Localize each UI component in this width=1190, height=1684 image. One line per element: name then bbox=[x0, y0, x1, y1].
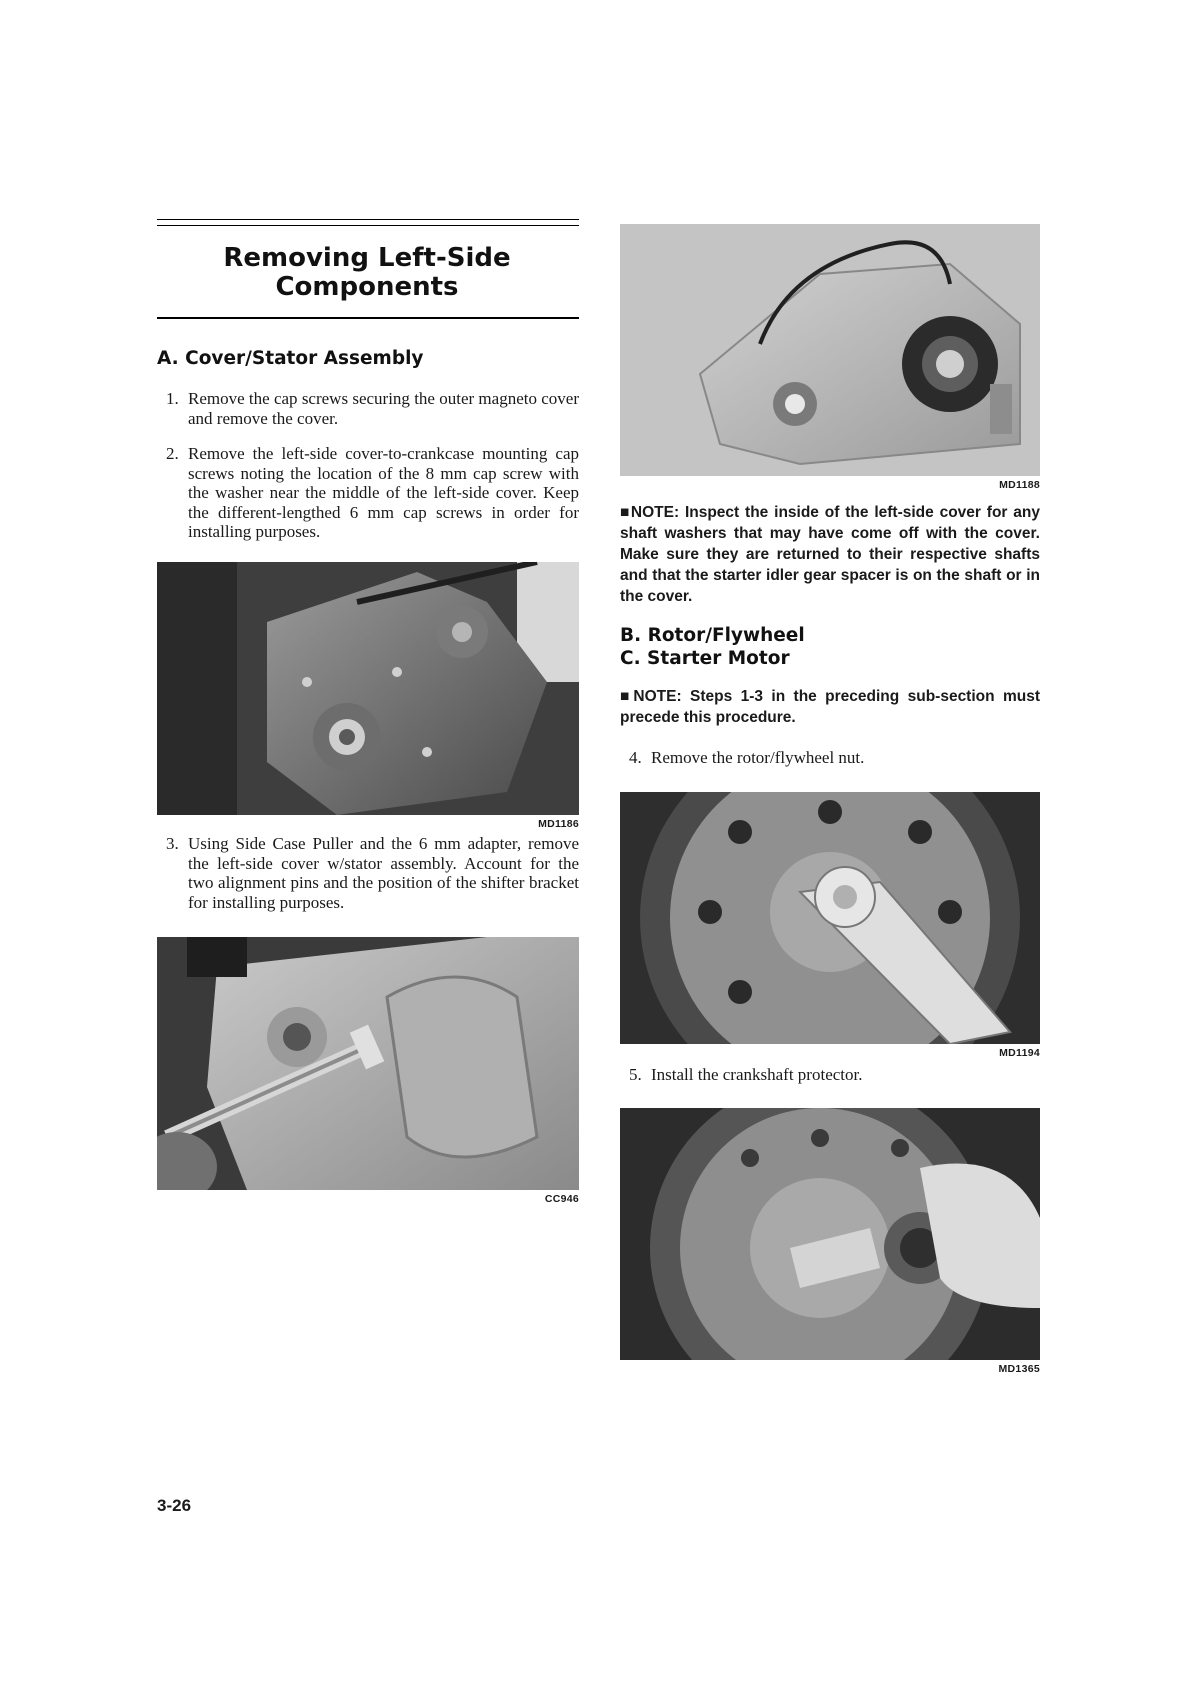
step-number: 1. bbox=[166, 389, 179, 408]
step-number: 3. bbox=[166, 834, 179, 853]
photo-code: MD1194 bbox=[999, 1047, 1040, 1059]
step-number: 4. bbox=[629, 748, 642, 767]
title-rule-top bbox=[157, 219, 579, 220]
note-preceding-steps: ■NOTE: Steps 1-3 in the preceding sub-section must precede this procedure. bbox=[620, 688, 1040, 726]
step-text: Install the crankshaft protector. bbox=[651, 1065, 863, 1084]
note-inspect-cover: ■NOTE: Inspect the inside of the left-side cover for any shaft washers that may have come off with the cover. Make sure they are returned to their respective shafts and that the starter idler gear spacer is on the shaft or in the cover. bbox=[620, 504, 1040, 605]
subsection-c-heading: C. Starter Motor bbox=[620, 648, 790, 669]
subsection-b-heading: B. Rotor/Flywheel bbox=[620, 625, 805, 646]
photo-code: MD1186 bbox=[538, 818, 579, 830]
photo-code: MD1188 bbox=[999, 479, 1040, 491]
step-number: 5. bbox=[629, 1065, 642, 1084]
photo-left-side-cover-stator bbox=[620, 224, 1040, 476]
step-5 bbox=[623, 1065, 1042, 1085]
step-4 bbox=[623, 748, 1042, 768]
photo-code: CC946 bbox=[544, 1193, 579, 1205]
step-text: Using Side Case Puller and the 6 mm adapter, remove the left-side cover w/stator assembly. Account for the two alignment pins and the position of the shifter bracket for installing purposes. bbox=[188, 834, 579, 912]
title-rule-bottom bbox=[157, 317, 579, 319]
step-1 bbox=[160, 389, 579, 428]
photo-side-case-puller bbox=[157, 937, 579, 1190]
subsection-a-heading: A. Cover/Stator Assembly bbox=[157, 348, 424, 369]
photo-crankshaft-protector bbox=[620, 1108, 1040, 1360]
step-text: Remove the left-side cover-to-crankcase mounting cap screws noting the location of the 8 mm cap screw with the washer near the middle of the left-side cover. Keep the different-lengthed 6 mm cap screws in order for installing purposes. bbox=[188, 444, 579, 541]
photo-code: MD1365 bbox=[998, 1363, 1040, 1375]
title-rule-top-2 bbox=[157, 225, 579, 226]
step-text: Remove the cap screws securing the outer magneto cover and remove the cover. bbox=[188, 389, 579, 428]
step-number: 2. bbox=[166, 444, 179, 463]
section-title: Removing Left-Side Components bbox=[223, 243, 511, 302]
step-2 bbox=[160, 444, 579, 542]
photo-engine-crankcase bbox=[157, 562, 579, 815]
step-3 bbox=[160, 834, 579, 912]
step-text: Remove the rotor/flywheel nut. bbox=[651, 748, 865, 767]
photo-rotor-flywheel-nut bbox=[620, 792, 1040, 1044]
page-number: 3-26 bbox=[157, 1496, 192, 1515]
